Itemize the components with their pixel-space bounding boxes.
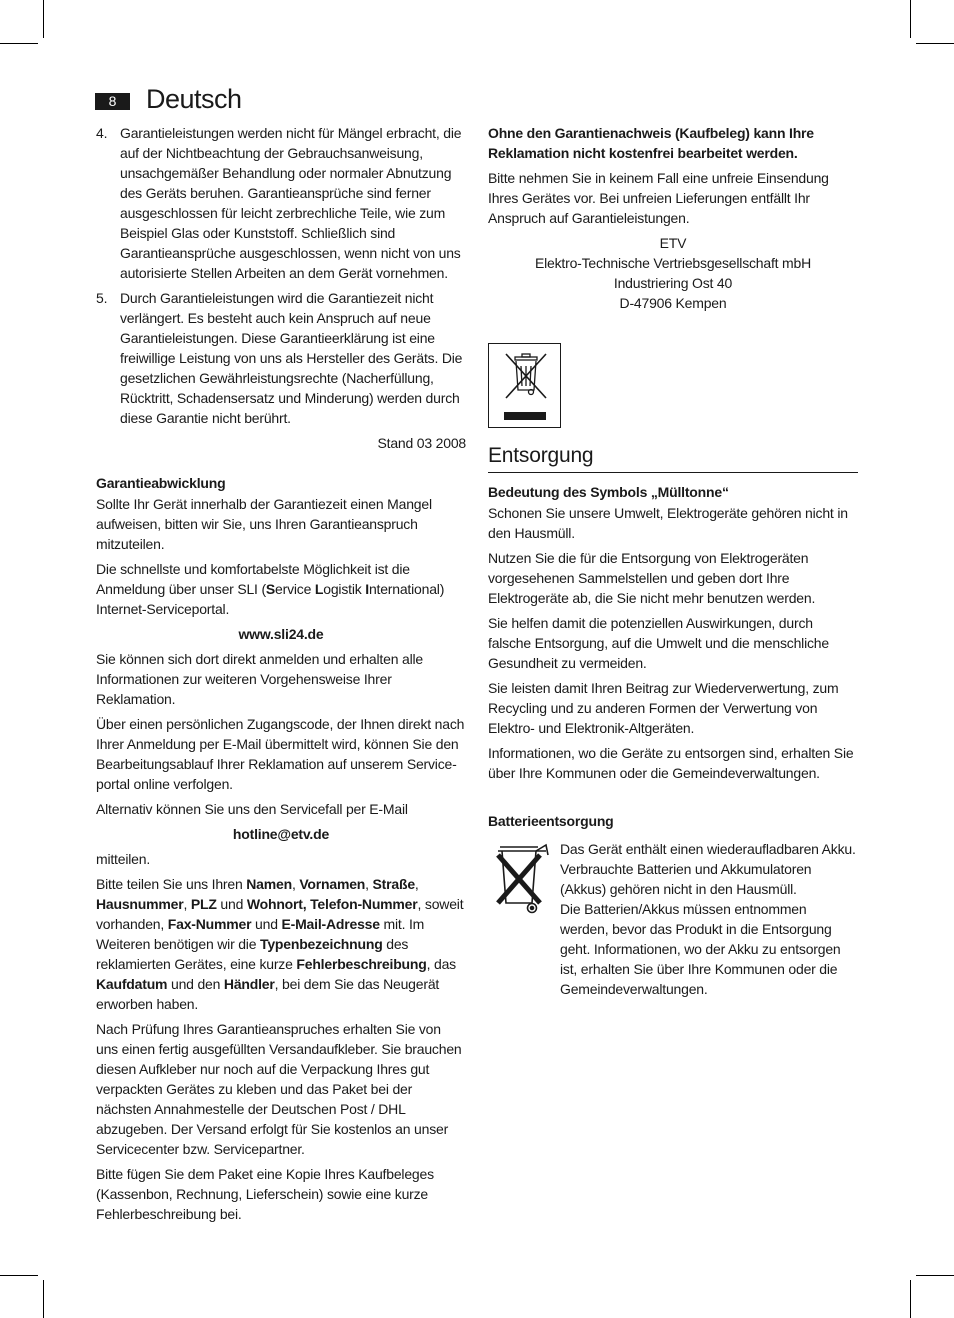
list-text: Durch Garantieleistungen wird die Garantiezeit nicht verlängert. Es besteht auch kein Anspruch auf neue Garantieleistungen. Diese Garantieerklärung ist eine freiwillige Leistung von uns als Hersteller des Geräts. Die gesetzlichen Gewährleistungsrechte (Nacherfüllung, Rücktritt, Schadensersatz und Minderung) werden durch diese Garantie nicht berührt. [120, 290, 463, 426]
paragraph: Informationen, wo die Geräte zu entsorgen sind, erhalten Sie über Ihre Kommunen oder die Gemeindeverwaltungen. [488, 745, 854, 781]
paragraph: Sie leisten damit Ihren Beitrag zur Wiederverwertung, zum Recycling und zu anderen Formen der Verwertung von Elektro- und Elektronik-Altgeräten. [488, 680, 839, 736]
company-address [488, 233, 858, 313]
paragraph: Über einen persönlichen Zugangscode, der Ihnen direkt nach Ihrer Anmeldung per E-Mail übermittelt wird, können Sie den Bearbeitungsablauf Ihrer Reklamation auf unserem Service-portal online verfolgen. [96, 716, 465, 792]
warning-text: Ohne den Garantienachweis (Kaufbeleg) kann Ihre Reklamation nicht kostenfrei bearbeitet werden. [488, 125, 814, 161]
paragraph-sli: Die schnellste und komfortabelste Möglichkeit ist die Anmeldung über unser SLI (Service Logistik International) Internet-Serviceportal. [96, 561, 445, 617]
paragraph: Sie helfen damit die potenziellen Auswirkungen, durch falsche Entsorgung, auf die Umwelt und die menschliche Gesundheit zu vermeiden. [488, 615, 829, 671]
page-title: Deutsch [146, 84, 242, 114]
crossed-bin-battery-icon [488, 839, 560, 1004]
crop-mark [916, 1275, 954, 1276]
address-line: D-47906 Kempen [619, 295, 727, 311]
paragraph: Schonen Sie unsere Umwelt, Elektrogeräte gehören nicht in den Hausmüll. [488, 505, 848, 541]
crop-mark [0, 43, 38, 44]
list-number: 5. [96, 290, 108, 306]
paragraph: Nach Prüfung Ihres Garantieanspruches erhalten Sie von uns einen fertig ausgefüllten Versandaufkleber. Sie brauchen diesen Aufkleber nur noch auf die Verpackung Ihres gut verpackten Gerätes zu kleben und das Paket bei der nächsten Annahmestelle der Deutschen Post / DHL abzugeben. Der Versand erfolgt für Sie kostenlos an unser Servicecenter bzw. Servicepartner. [96, 1021, 462, 1157]
paragraph: mitteilen. [96, 851, 151, 867]
page-number-badge: 8 [95, 93, 130, 110]
list-text: Garantieleistungen werden nicht für Mängel erbracht, die auf der Nichtbeachtung der Gebrauchsanweisung, unsachgemäßer Behandlung oder normaler Abnutzung des Geräts beruhen. Garantieansprüche sind ferner ausgeschlossen für leicht zerbrechliche Teile, wie zum Beispiel Glas oder Kunststoff. Schließlich sind Garantieansprüche ausgeschlossen, wenn nicht von uns autorisierte Stellen Arbeiten an dem Gerät vornehmen. [120, 125, 462, 281]
entsorgung-heading: Entsorgung [488, 442, 858, 473]
paragraph: Nutzen Sie die für die Entsorgung von Elektrogeräten vorgesehenen Sammelstellen und geben dort Ihre Elektrogeräte ab, die Sie nicht mehr benutzen werden. [488, 550, 816, 606]
garantieabwicklung-heading: Garantieabwicklung [96, 475, 226, 491]
list-item [96, 123, 466, 283]
crop-mark [910, 0, 911, 38]
stand-date: Stand 03 2008 [377, 435, 466, 451]
paragraph: Das Gerät enthält einen wiederaufladbaren Akku. Verbrauchte Batterien und Akkumulatoren (Akkus) gehören nicht in den Hausmüll. [560, 841, 856, 897]
address-line: Industriering Ost 40 [613, 275, 733, 291]
battery-section [488, 839, 858, 1004]
crossed-bin-icon [488, 343, 561, 428]
right-column [488, 123, 858, 1004]
paragraph: Die Batterien/Akkus müssen entnommen werden, bevor das Produkt in die Entsorgung geht. Informationen, wo der Akku zu entsorgen ist, erhalten Sie über Ihre Kommunen oder die Gemeindeverwaltungen. [560, 901, 841, 997]
crop-mark [916, 43, 954, 44]
crop-mark [43, 1280, 44, 1318]
address-line: ETV [659, 235, 687, 251]
paragraph: Bitte fügen Sie dem Paket eine Kopie Ihres Kaufbeleges (Kassenbon, Rechnung, Lieferschein) sowie eine kurze Fehlerbeschreibung bei. [96, 1166, 434, 1222]
paragraph: Bitte nehmen Sie in keinem Fall eine unfreie Einsendung Ihres Gerätes vor. Bei unfreien Lieferungen entfällt Ihr Anspruch auf Garantieleistungen. [488, 170, 829, 226]
paragraph: Sie können sich dort direkt anmelden und erhalten alle Informationen zur weiteren Vorgehensweise Ihrer Reklamation. [96, 651, 423, 707]
address-line: Elektro-Technische Vertriebsgesellschaft mbH [535, 255, 811, 271]
batterieentsorgung-heading: Batterieentsorgung [488, 813, 614, 829]
muelltonne-heading: Bedeutung des Symbols „Mülltonne“ [488, 484, 729, 500]
paragraph: Sollte Ihr Gerät innerhalb der Garantiezeit einen Mangel aufweisen, bitten wir Sie, uns Ihren Garantieanspruch mitzuteilen. [96, 496, 432, 552]
paragraph-required-info: Bitte teilen Sie uns Ihren Namen, Vornamen, Straße, Hausnummer, PLZ und Wohnort, Telefon-Nummer, soweit vorhanden, Fax-Nummer und E-Mail-Adresse mit. Im Weiteren benötigen wir die Typenbezeichnung des reklamierten Gerätes, eine kurze Fehlerbeschreibung, das Kaufdatum und den Händler, bei dem Sie das Neugerät erworben haben. [96, 876, 464, 1012]
sli-url-link[interactable]: www.sli24.de [238, 626, 324, 642]
list-number: 4. [96, 125, 108, 141]
crop-mark [910, 1280, 911, 1318]
paragraph: Alternativ können Sie uns den Servicefall per E-Mail [96, 801, 408, 817]
list-item [96, 288, 466, 428]
crop-mark [43, 0, 44, 38]
left-column [96, 123, 466, 1229]
hotline-email-link[interactable]: hotline@etv.de [232, 826, 330, 842]
crop-mark [0, 1275, 38, 1276]
battery-text [560, 839, 858, 1004]
